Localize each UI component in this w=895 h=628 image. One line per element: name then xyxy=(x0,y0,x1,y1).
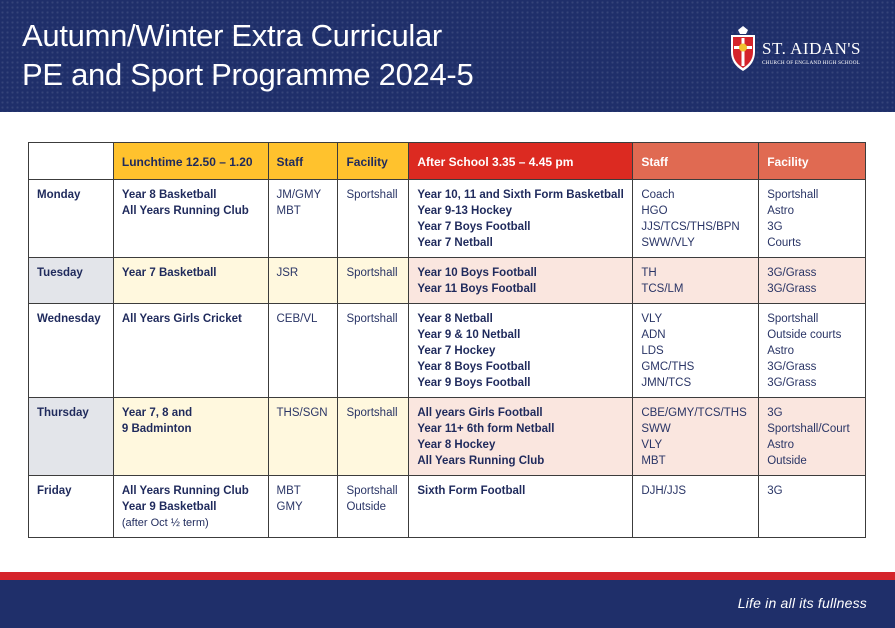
staff: GMC/THS xyxy=(641,361,695,373)
lunch-facility xyxy=(338,476,409,538)
staff: MBT xyxy=(276,485,301,497)
activity: Year 9 & 10 Netball xyxy=(417,329,521,341)
school-subtitle: CHURCH OF ENGLAND HIGH SCHOOL xyxy=(762,60,861,66)
activity: Year 11 Boys Football xyxy=(417,283,537,295)
activity: Year 10 Boys Football xyxy=(417,267,537,279)
table-row xyxy=(29,398,866,476)
staff: ADN xyxy=(641,329,666,341)
header-lunch-staff: Staff xyxy=(268,143,338,180)
table-row xyxy=(29,476,866,538)
header-row xyxy=(29,143,866,180)
table-row xyxy=(29,258,866,304)
staff: DJH/JJS xyxy=(641,485,687,497)
day-cell: Wednesday xyxy=(29,304,114,398)
facility: Outside xyxy=(767,455,807,467)
footer-tagline: Life in all its fullness xyxy=(737,595,867,611)
header-after-facility: Facility xyxy=(759,143,866,180)
staff: JJS/TCS/THS/BPN xyxy=(641,221,740,233)
activity: Year 9 Basketball xyxy=(121,501,217,513)
facility: Sportshall xyxy=(346,485,398,497)
facility: Astro xyxy=(767,205,795,217)
page-title xyxy=(22,16,473,94)
staff: Coach xyxy=(641,189,675,201)
facility: Sportshall xyxy=(346,407,398,419)
activity: Sixth Form Football xyxy=(417,485,526,497)
table-row xyxy=(29,304,866,398)
lunch-facility xyxy=(338,180,409,258)
school-logo xyxy=(729,26,879,78)
activity-note: (after Oct ½ term) xyxy=(121,517,209,529)
after-activities xyxy=(409,304,633,398)
facility: 3G xyxy=(767,221,783,233)
page-footer xyxy=(0,580,895,628)
page-header xyxy=(0,0,895,112)
after-facility xyxy=(759,398,866,476)
school-name: ST. AIDAN'S xyxy=(762,39,861,58)
staff: LDS xyxy=(641,345,664,357)
title-line-2: PE and Sport Programme 2024-5 xyxy=(22,57,474,92)
day-cell: Tuesday xyxy=(29,258,114,304)
activity: Year 9 Boys Football xyxy=(417,377,531,389)
facility: Outside courts xyxy=(767,329,842,341)
staff: JSR xyxy=(276,267,299,279)
activity: Year 7 Netball xyxy=(417,237,493,249)
header-day xyxy=(29,143,114,180)
activity: Year 7, 8 and xyxy=(121,407,193,419)
timetable xyxy=(28,142,866,538)
facility: 3G xyxy=(767,407,783,419)
after-activities xyxy=(409,398,633,476)
lunch-staff xyxy=(268,304,338,398)
activity: Year 8 Boys Football xyxy=(417,361,531,373)
activity: Year 7 Hockey xyxy=(417,345,496,357)
lunch-staff xyxy=(268,258,338,304)
school-crest-icon xyxy=(729,26,757,72)
activity: Year 7 Basketball xyxy=(121,267,217,279)
facility: Sportshall xyxy=(346,189,398,201)
lunch-activities xyxy=(113,180,268,258)
after-activities xyxy=(409,180,633,258)
staff: JMN/TCS xyxy=(641,377,692,389)
day-cell: Monday xyxy=(29,180,114,258)
facility: 3G/Grass xyxy=(767,267,817,279)
after-staff xyxy=(633,398,759,476)
day-cell: Friday xyxy=(29,476,114,538)
lunch-activities xyxy=(113,258,268,304)
staff: VLY xyxy=(641,439,663,451)
header-lunch-facility: Facility xyxy=(338,143,409,180)
lunch-staff xyxy=(268,476,338,538)
after-activities xyxy=(409,476,633,538)
facility: Courts xyxy=(767,237,802,249)
activity: All years Girls Football xyxy=(417,407,543,419)
header-after-staff: Staff xyxy=(633,143,759,180)
activity: All Years Running Club xyxy=(417,455,545,467)
staff: MBT xyxy=(276,205,301,217)
lunch-activities xyxy=(113,476,268,538)
staff: CEB/VL xyxy=(276,313,318,325)
header-lunchtime: Lunchtime 12.50 – 1.20 xyxy=(113,143,268,180)
activity: Year 10, 11 and Sixth Form Basketball xyxy=(417,189,624,201)
facility: Astro xyxy=(767,439,795,451)
facility: 3G/Grass xyxy=(767,377,817,389)
lunch-facility xyxy=(338,398,409,476)
title-line-1: Autumn/Winter Extra Curricular xyxy=(22,18,442,53)
lunch-staff xyxy=(268,398,338,476)
activity: All Years Running Club xyxy=(121,485,249,497)
lunch-staff xyxy=(268,180,338,258)
staff: CBE/GMY/TCS/THS xyxy=(641,407,747,419)
day-cell: Thursday xyxy=(29,398,114,476)
facility: Sportshall/Court xyxy=(767,423,850,435)
facility: Astro xyxy=(767,345,795,357)
header-after-school: After School 3.35 – 4.45 pm xyxy=(409,143,633,180)
after-facility xyxy=(759,258,866,304)
staff: TH xyxy=(641,267,657,279)
activity: 9 Badminton xyxy=(121,423,192,435)
after-staff xyxy=(633,180,759,258)
after-staff xyxy=(633,476,759,538)
activity: Year 7 Boys Football xyxy=(417,221,531,233)
staff: TCS/LM xyxy=(641,283,684,295)
after-facility xyxy=(759,304,866,398)
facility: 3G/Grass xyxy=(767,283,817,295)
activity: Year 9-13 Hockey xyxy=(417,205,512,217)
lunch-activities xyxy=(113,398,268,476)
facility: 3G xyxy=(767,485,783,497)
activity: Year 8 Hockey xyxy=(417,439,496,451)
facility: 3G/Grass xyxy=(767,361,817,373)
lunch-facility xyxy=(338,304,409,398)
facility: Sportshall xyxy=(767,313,819,325)
lunch-facility xyxy=(338,258,409,304)
staff: JM/GMY xyxy=(276,189,322,201)
after-activities xyxy=(409,258,633,304)
staff: SWW xyxy=(641,423,671,435)
staff: MBT xyxy=(641,455,666,467)
activity: All Years Girls Cricket xyxy=(121,313,242,325)
footer-accent-strip xyxy=(0,572,895,580)
activity: All Years Running Club xyxy=(121,205,249,217)
activity: Year 8 Basketball xyxy=(121,189,217,201)
activity: Year 8 Netball xyxy=(417,313,493,325)
lunch-activities xyxy=(113,304,268,398)
after-staff xyxy=(633,304,759,398)
staff: HGO xyxy=(641,205,668,217)
table-row xyxy=(29,180,866,258)
staff: SWW/VLY xyxy=(641,237,695,249)
facility: Sportshall xyxy=(346,267,398,279)
staff: THS/SGN xyxy=(276,407,328,419)
activity: Year 11+ 6th form Netball xyxy=(417,423,555,435)
after-facility xyxy=(759,180,866,258)
facility: Outside xyxy=(346,501,387,513)
after-staff xyxy=(633,258,759,304)
facility: Sportshall xyxy=(767,189,819,201)
after-facility xyxy=(759,476,866,538)
facility: Sportshall xyxy=(346,313,398,325)
staff: VLY xyxy=(641,313,663,325)
staff: GMY xyxy=(276,501,303,513)
